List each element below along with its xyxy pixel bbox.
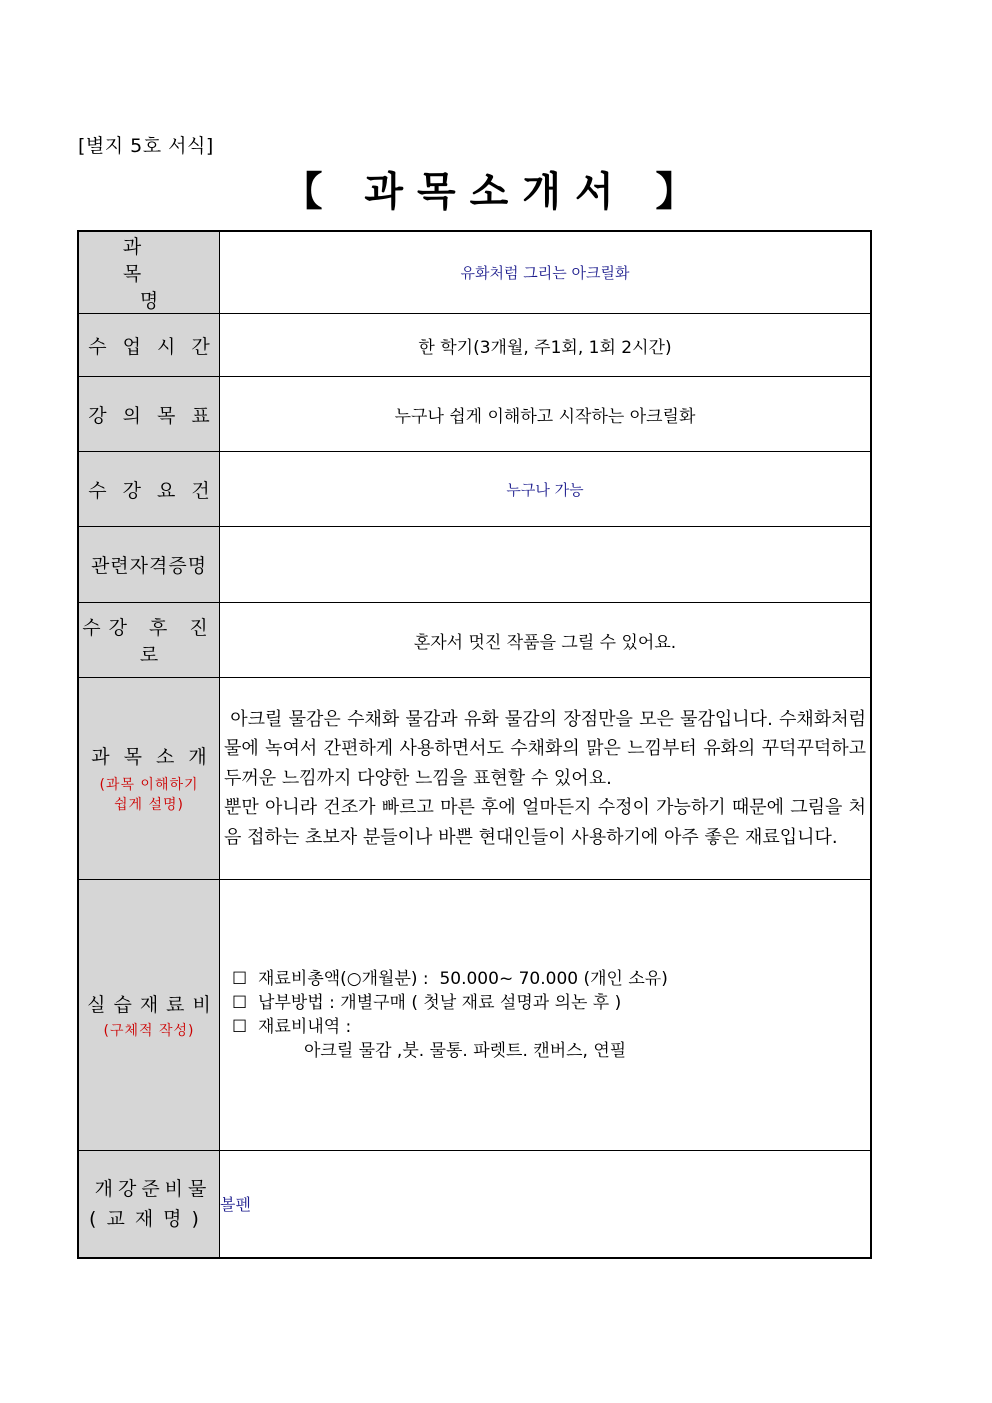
- materials-label: 실습재료비: [87, 993, 219, 1016]
- requirements-label: 수강요건: [88, 479, 226, 502]
- intro-label: 과목소개: [91, 746, 221, 768]
- course-name-value: 유화처럼 그리는 아크릴화: [220, 231, 872, 314]
- row-intro: [78, 678, 871, 880]
- intro-sublabel: (과목 이해하기 쉽게 설명): [99, 777, 199, 813]
- materials-value-cell: [220, 880, 872, 1151]
- row-objective: [78, 377, 871, 452]
- objective-label-cell: [78, 377, 226, 452]
- requirements-label-cell: [78, 452, 226, 527]
- class-time-label: 수업시간: [88, 335, 226, 358]
- title-text: 과목소개서: [364, 169, 628, 215]
- certification-value: [220, 527, 872, 603]
- preparation-label-cell: [78, 1151, 220, 1258]
- row-certification: [78, 527, 871, 603]
- materials-cost-breakdown-heading: ☐ 재료비내역 :: [232, 1017, 352, 1037]
- title-close-bracket: 】: [655, 169, 710, 215]
- requirements-value: 누구나 가능: [220, 452, 872, 527]
- intro-value-cell: [220, 678, 872, 880]
- class-time-label-cell: [78, 314, 226, 377]
- materials-sublabel: (구체적 작성): [103, 1022, 195, 1039]
- row-class-time: [78, 314, 871, 377]
- row-preparation: [78, 1151, 871, 1258]
- intro-text: [220, 697, 870, 861]
- career-label-cell: [78, 603, 220, 678]
- career-value: 혼자서 멋진 작품을 그릴 수 있어요.: [220, 603, 872, 678]
- form-label: [별지 5호 서식]: [78, 135, 214, 157]
- materials-label-cell: [78, 880, 220, 1151]
- intro-label-cell: [78, 678, 220, 880]
- row-course-name: [78, 231, 871, 314]
- course-name-label-cell: [78, 231, 220, 314]
- intro-paragraph-2: 뿐만 아니라 건조가 빠르고 마른 후에 얼마든지 수정이 가능하기 때문에 그림을 처음 접하는 초보자 분들이나 바쁜 현대인들이 사용하기에 아주 좋은 재료입니다.: [224, 797, 866, 848]
- document-title: [0, 160, 992, 217]
- career-label: 수강 후 진로: [82, 617, 216, 666]
- preparation-value: 볼펜: [220, 1151, 872, 1258]
- title-open-bracket: 【: [282, 169, 337, 215]
- course-name-label: 과 목 명: [122, 236, 193, 312]
- row-career: [78, 603, 871, 678]
- materials-details: [220, 967, 870, 1063]
- preparation-label: 개강준비물: [94, 1177, 212, 1200]
- intro-paragraph-1: 아크릴 물감은 수채화 물감과 유화 물감의 장점만을 모은 물감입니다. 수채화처럼 물에 녹여서 간편하게 사용하면서도 수채화의 맑은 느낌부터 유화의 꾸덕꾸덕하고 두꺼운 느낌까지 다양한 느낌을 표현할 수 있어요.: [224, 708, 872, 789]
- row-materials: [78, 880, 871, 1151]
- class-time-value: 한 학기(3개월, 주1회, 1회 2시간): [220, 314, 872, 377]
- objective-value: 누구나 쉽게 이해하고 시작하는 아크릴화: [220, 377, 872, 452]
- objective-label: 강의목표: [88, 404, 226, 427]
- materials-payment-method: ☐ 납부방법 : 개별구매 ( 첫날 재료 설명과 의논 후 ): [232, 993, 622, 1013]
- course-info-table: [77, 230, 872, 1259]
- row-requirements: [78, 452, 871, 527]
- certification-label: 관련자격증명: [78, 527, 220, 603]
- materials-cost-breakdown-items: 아크릴 물감 ,붓. 물통. 파렛트. 캔버스, 연필: [304, 1041, 627, 1061]
- preparation-sublabel: (교재명): [89, 1207, 209, 1230]
- materials-total-cost: ☐ 재료비총액(○개월분) : 50.000~ 70.000 (개인 소유): [232, 969, 668, 989]
